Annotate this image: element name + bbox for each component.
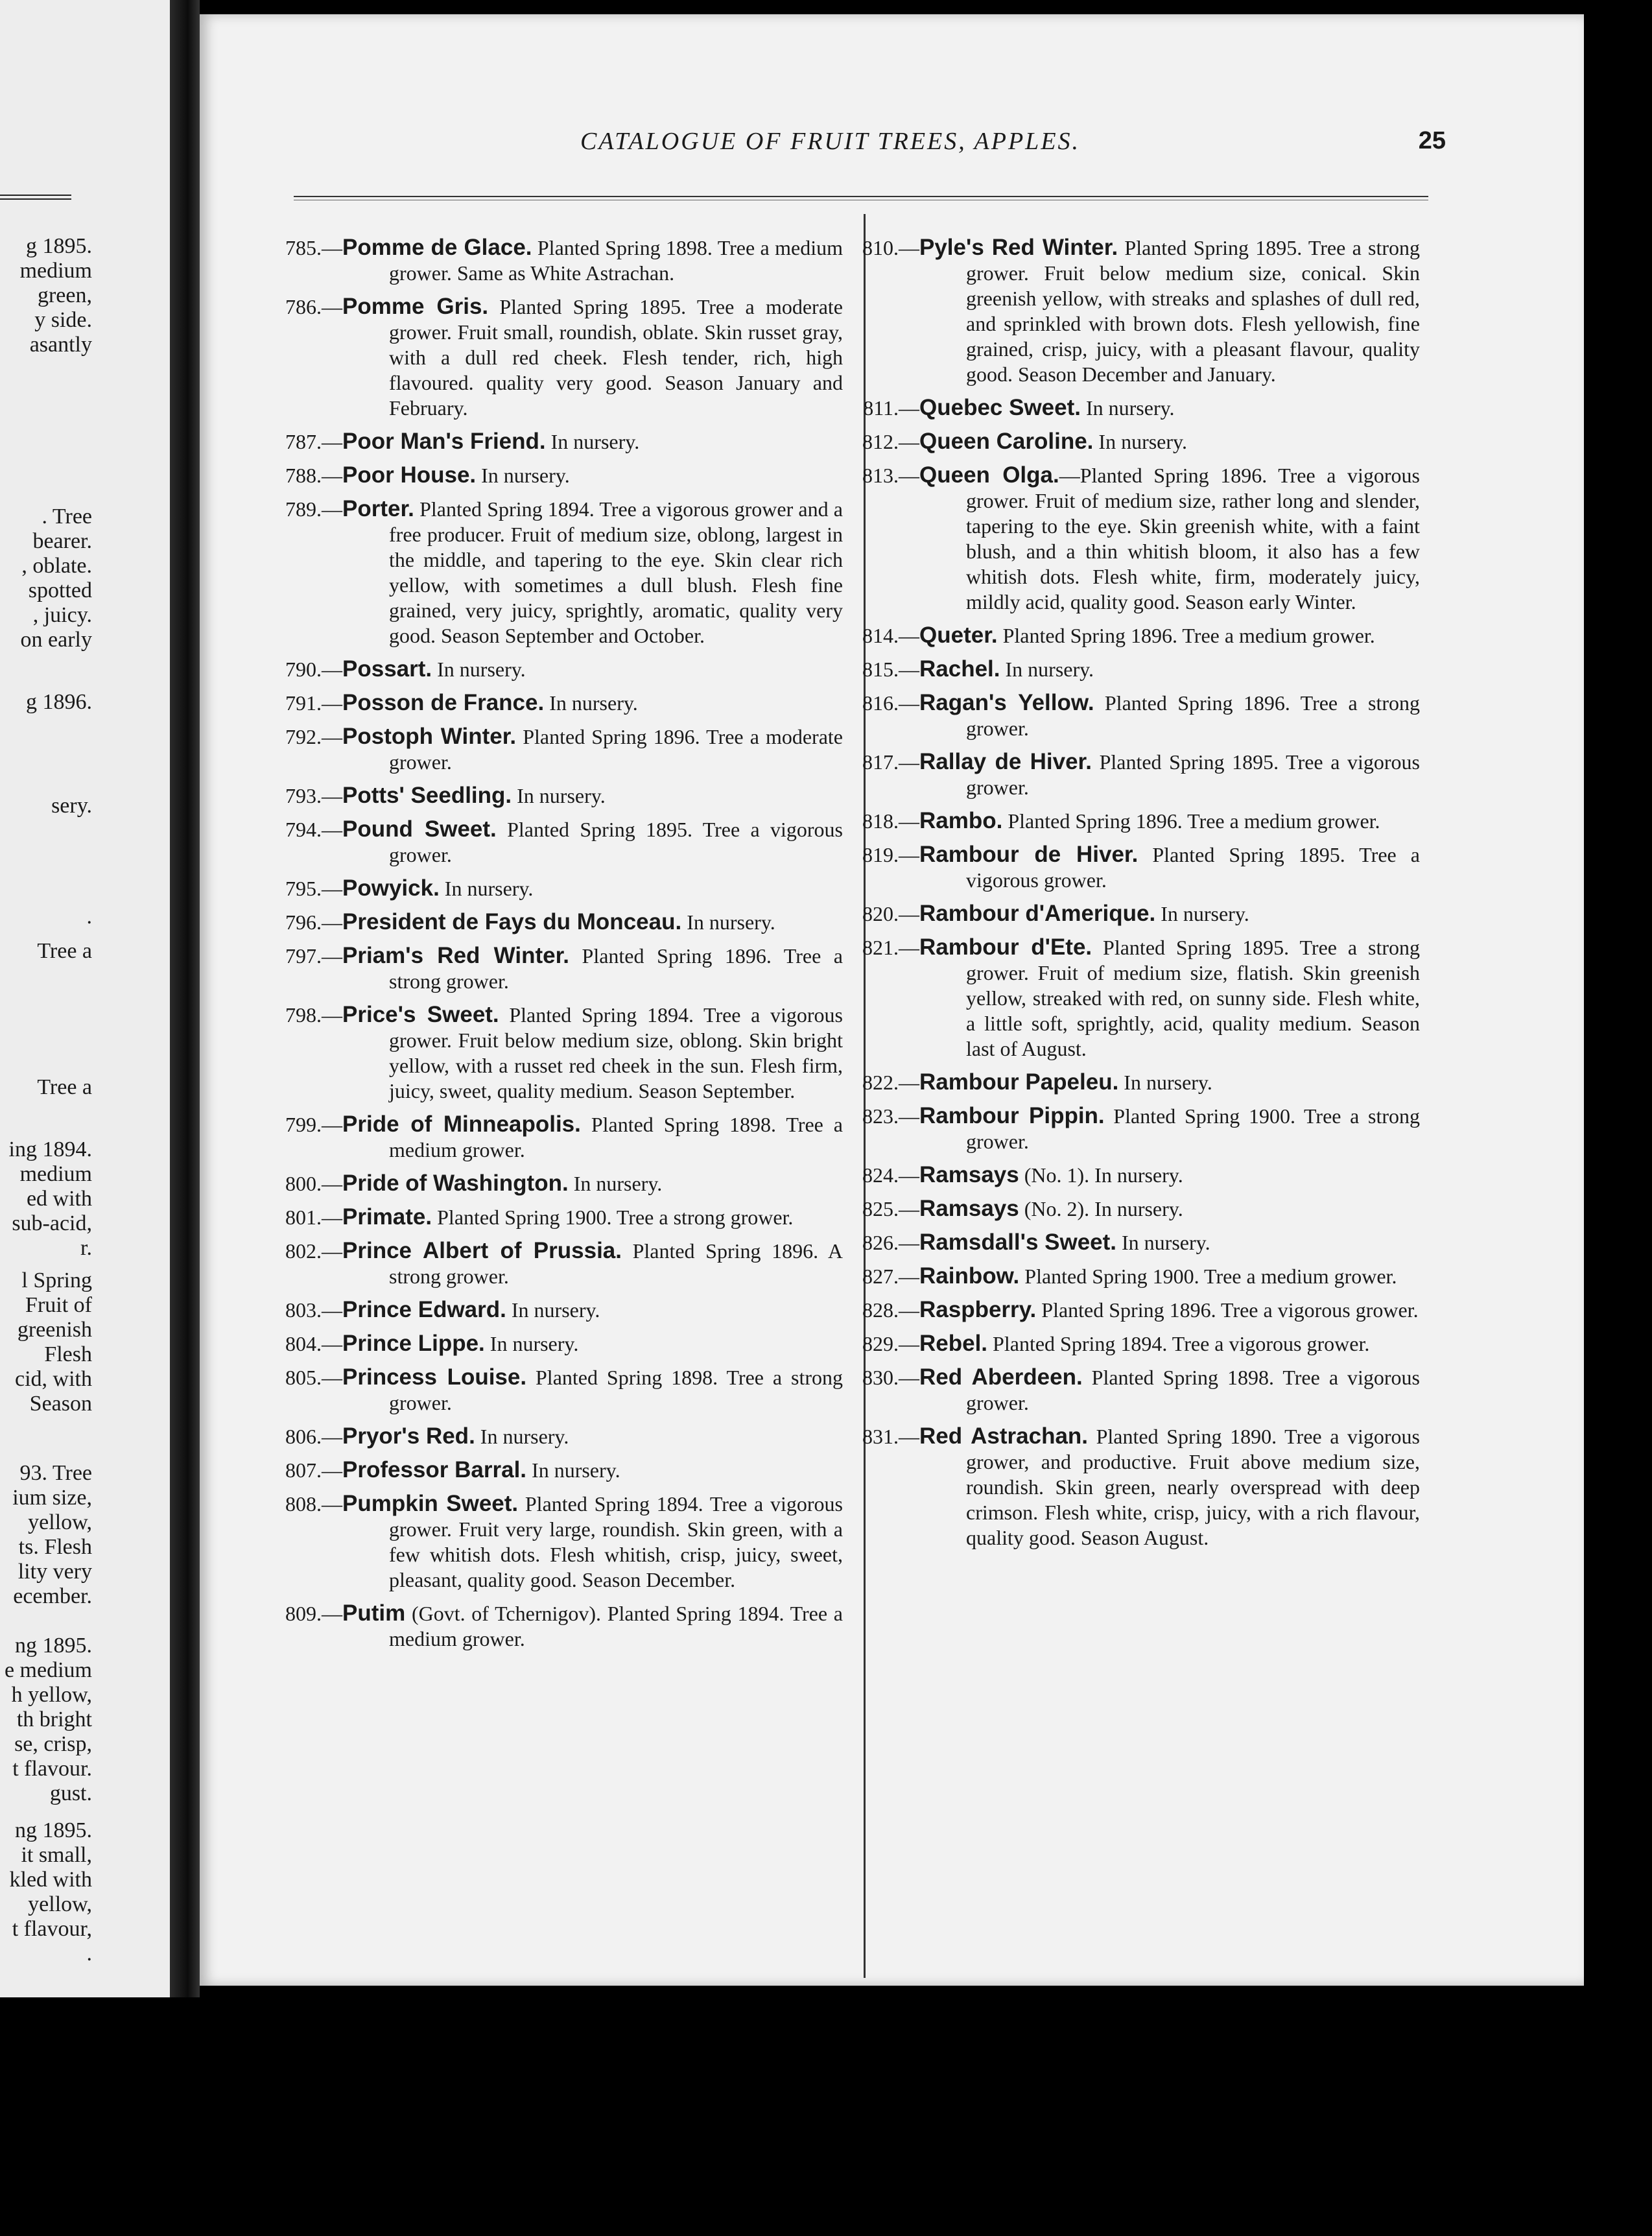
catalogue-entry <box>862 901 1420 927</box>
catalogue-entry <box>285 496 843 648</box>
facing-page-line: th bright <box>16 1707 92 1731</box>
entry-number: 802.— <box>285 1239 342 1263</box>
catalogue-entry <box>285 294 844 421</box>
variety-name: Rambo. <box>919 808 1003 833</box>
entry-number: 806.— <box>285 1425 342 1448</box>
entry-number: 811.— <box>863 396 919 420</box>
entry-number: 792.— <box>285 725 342 748</box>
entry-number: 807.— <box>285 1458 342 1482</box>
catalogue-entry <box>285 1297 843 1323</box>
entry-description: Planted Spring 1896. Tree a strong grower. <box>389 944 843 993</box>
variety-name: Pomme Gris. <box>342 294 489 319</box>
catalogue-entry <box>863 395 1420 421</box>
entry-number: 816.— <box>862 691 919 715</box>
facing-page-line: g 1895. <box>26 234 92 258</box>
catalogue-entry <box>285 875 843 901</box>
entry-number: 803.— <box>285 1298 342 1322</box>
variety-name: Rambour de Hiver. <box>919 842 1139 867</box>
variety-name: Ramsays <box>919 1196 1019 1221</box>
entry-description: Planted Spring 1895. Tree a vigorous grower. <box>966 843 1420 892</box>
facing-page-line: greenish <box>17 1318 92 1342</box>
entry-number: 820.— <box>862 902 919 925</box>
entry-description: Planted Spring 1894. Tree a vigorous grower. Fruit very large, roundish. Skin green, with a few whitish dots. Flesh whitish, crisp, juicy, sweet, pleasant, quality good. Season December. <box>389 1492 843 1591</box>
entry-description: In nursery. <box>506 1298 600 1322</box>
variety-name: Princess Louise. <box>342 1364 527 1390</box>
facing-page-line: spotted <box>28 578 92 602</box>
variety-name: Ramsdall's Sweet. <box>919 1230 1117 1255</box>
facing-page-line: yellow, <box>28 1892 92 1916</box>
entry-description: Planted Spring 1890. Tree a vigorous grower, and productive. Fruit above medium size, roundish. Skin green, nearly overspread with deep crimson. Flesh white, crisp, juicy, with a rich flavour, quality good. Season August. <box>966 1425 1420 1549</box>
facing-page-line: ts. Flesh <box>18 1535 92 1559</box>
variety-name: Powyick. <box>342 875 440 901</box>
catalogue-entry <box>285 462 843 488</box>
variety-name: Prince Lippe. <box>342 1331 485 1356</box>
entry-description: Planted Spring 1896. Tree a medium grower. <box>997 624 1375 647</box>
catalogue-entry <box>285 909 843 935</box>
entry-description: Planted Spring 1900. Tree a medium grower. <box>1019 1265 1397 1288</box>
facing-page-line: Tree a <box>37 1075 92 1099</box>
variety-name: Raspberry. <box>919 1297 1037 1322</box>
entry-description: In nursery. <box>475 1425 569 1448</box>
catalogue-entry <box>862 623 1420 648</box>
variety-name: Prince Edward. <box>342 1297 506 1322</box>
facing-page-line: ium size, <box>12 1486 92 1510</box>
facing-page-line: 93. Tree <box>19 1461 92 1485</box>
page-number: 25 <box>1418 127 1446 154</box>
catalogue-entry <box>862 462 1421 615</box>
catalogue-entry <box>862 1297 1420 1323</box>
facing-page-line: asantly <box>29 333 92 357</box>
catalogue-entry <box>285 1331 843 1357</box>
variety-name: Poor Man's Friend. <box>342 429 546 454</box>
entry-number: 796.— <box>285 910 342 934</box>
catalogue-entry <box>862 690 1421 741</box>
catalogue-entry <box>285 1600 843 1652</box>
entry-description: Planted Spring 1894. Tree a vigorous grower and a free producer. Fruit of medium size, oblong, largest in the middle, and tapering to the eye. Skin clear rich yellow, with sometimes a dull blush. Flesh fine grained, very juicy, sprightly, aromatic, quality very good. Season September and October. <box>389 497 843 647</box>
entry-description: (No. 2). In nursery. <box>1019 1197 1183 1220</box>
variety-name: Primate. <box>342 1204 432 1230</box>
catalogue-entry <box>862 429 1420 455</box>
facing-page-line: e medium <box>4 1658 92 1682</box>
entry-description: Planted Spring 1894. Tree a vigorous grower. <box>987 1332 1370 1355</box>
variety-name: Rachel. <box>919 656 1000 682</box>
running-title: CATALOGUE OF FRUIT TREES, APPLES. <box>580 128 1081 155</box>
variety-name: Red Astrachan. <box>919 1423 1089 1449</box>
variety-name: Rambour d'Amerique. <box>919 901 1156 926</box>
catalogue-entry <box>285 690 843 716</box>
entry-description: Planted Spring 1896. Tree a medium grower. <box>1002 809 1380 833</box>
catalogue-entry <box>285 1238 844 1289</box>
entry-number: 825.— <box>862 1197 919 1220</box>
facing-page-line: ing 1894. <box>8 1137 92 1161</box>
facing-page-fragment <box>0 0 170 1997</box>
entry-number: 800.— <box>285 1172 342 1195</box>
entry-description: In nursery. <box>568 1172 663 1195</box>
entry-number: 808.— <box>285 1492 342 1516</box>
entry-description: In nursery. <box>681 910 775 934</box>
facing-page-line: cid, with <box>15 1367 92 1391</box>
facing-page-line: t flavour, <box>12 1917 92 1941</box>
catalogue-entry <box>285 943 843 994</box>
entry-description: Planted Spring 1894. Tree a vigorous grower. Fruit below medium size, oblong. Skin bright yellow, with a russet red cheek in the sun. Flesh firm, juicy, sweet, quality medium. Season September. <box>389 1003 844 1102</box>
catalogue-entry <box>862 235 1420 387</box>
entry-description: In nursery. <box>544 691 638 715</box>
entry-description: In nursery. <box>1093 430 1187 453</box>
catalogue-entry <box>862 934 1420 1062</box>
catalogue-entry <box>285 1002 844 1104</box>
variety-name: Pumpkin Sweet. <box>342 1491 519 1516</box>
entry-description: In nursery. <box>1000 658 1094 681</box>
left-column <box>285 235 844 1659</box>
entry-description: Planted Spring 1895. Tree a vigorous grower. <box>966 750 1421 799</box>
facing-page-line: ed with <box>26 1187 92 1211</box>
entry-number: 785.— <box>285 236 342 259</box>
entry-number: 819.— <box>862 843 919 866</box>
facing-page-line: Tree a <box>37 939 92 963</box>
facing-page-rule <box>0 195 71 196</box>
entry-description: (No. 1). In nursery. <box>1019 1163 1183 1187</box>
variety-name: Rainbow. <box>919 1263 1020 1289</box>
facing-page-line: . <box>86 1942 92 1966</box>
entry-number: 818.— <box>862 809 919 833</box>
catalogue-entry <box>285 1423 843 1449</box>
catalogue-entry <box>285 1364 844 1416</box>
catalogue-entry <box>285 1491 843 1593</box>
variety-name: Rallay de Hiver. <box>919 749 1092 774</box>
entry-description: Planted Spring 1898. Tree a vigorous grower. <box>966 1366 1421 1414</box>
catalogue-entry <box>862 656 1420 682</box>
catalogue-entry <box>862 1069 1420 1095</box>
entry-number: 814.— <box>862 624 919 647</box>
entry-number: 815.— <box>862 658 919 681</box>
entry-description: Planted Spring 1895. Tree a strong grower. Fruit below medium size, conical. Skin greenish yellow, with streaks and splashes of dull red, and sprinkled with brown dots. Flesh yellowish, fine grained, crisp, juicy, with a pleasant flavour, quality good. Season December and January. <box>966 236 1420 386</box>
catalogue-entry <box>862 1423 1420 1551</box>
entry-number: 801.— <box>285 1206 342 1229</box>
variety-name: Quebec Sweet. <box>919 395 1081 420</box>
facing-page-line: , oblate. <box>21 554 92 578</box>
entry-description: Planted Spring 1900. Tree a strong grower. <box>432 1206 794 1229</box>
variety-name: Pound Sweet. <box>342 816 497 842</box>
variety-name: Postoph Winter. <box>342 724 517 749</box>
variety-name: Pride of Minneapolis. <box>342 1112 581 1137</box>
entry-number: 809.— <box>285 1602 342 1625</box>
entry-description: Planted Spring 1896. Tree a moderate grower. <box>389 725 843 774</box>
entry-description: In nursery. <box>484 1332 579 1355</box>
facing-page-line: Season <box>29 1392 92 1416</box>
catalogue-entry <box>862 1364 1421 1416</box>
facing-page-line: r. <box>80 1236 92 1260</box>
entry-number: 804.— <box>285 1332 342 1355</box>
variety-name: Queen Caroline. <box>919 429 1094 454</box>
catalogue-entry <box>285 1457 843 1483</box>
facing-page-line: bearer. <box>32 529 92 553</box>
entry-number: 795.— <box>285 877 342 900</box>
entry-number: 827.— <box>862 1265 919 1288</box>
variety-name: Rebel. <box>919 1331 988 1356</box>
entry-description: (Govt. of Tchernigov). Planted Spring 1894. Tree a medium grower. <box>389 1602 843 1650</box>
entry-number: 805.— <box>285 1366 342 1389</box>
entry-number: 797.— <box>285 944 342 968</box>
catalogue-entry <box>862 1103 1421 1154</box>
entry-description: Planted Spring 1896. Tree a strong grower. <box>966 691 1421 740</box>
catalogue-entry <box>862 1331 1420 1357</box>
facing-page-line: lity very <box>18 1560 92 1584</box>
facing-page-line: Flesh <box>44 1342 92 1366</box>
facing-page-line: sery. <box>51 794 92 818</box>
entry-number: 793.— <box>285 784 342 807</box>
entry-number: 794.— <box>285 818 342 841</box>
entry-description: Planted Spring 1895. Tree a moderate grower. Fruit small, roundish, oblate. Skin russet gray, with a dull red cheek. Flesh tender, rich, high flavoured. quality very good. Season January and February. <box>389 295 844 420</box>
entry-description: Planted Spring 1898. Tree a medium grower. Same as White Astrachan. <box>389 236 843 285</box>
entry-number: 790.— <box>285 658 342 681</box>
entry-number: 821.— <box>862 936 919 959</box>
header-rule <box>294 196 1428 197</box>
facing-page-line: g 1896. <box>26 690 92 714</box>
catalogue-entry <box>285 1171 843 1196</box>
page-header <box>370 127 1446 160</box>
catalogue-entry <box>862 1196 1420 1222</box>
facing-page-line: y side. <box>34 308 92 332</box>
catalogue-entry <box>862 808 1420 834</box>
variety-name: Rambour Papeleu. <box>919 1069 1119 1095</box>
catalogue-entry <box>862 1162 1420 1188</box>
entry-description: In nursery. <box>1155 902 1249 925</box>
entry-description: Planted Spring 1900. Tree a strong grower. <box>966 1104 1421 1153</box>
catalogue-entry <box>285 783 843 809</box>
entry-number: 786.— <box>285 295 342 318</box>
facing-page-line: . Tree <box>41 505 92 529</box>
entry-number: 798.— <box>285 1003 342 1027</box>
entry-description: Planted Spring 1898. Tree a medium grower. <box>389 1113 844 1161</box>
variety-name: Queen Olga. <box>919 462 1059 488</box>
entry-number: 824.— <box>862 1163 919 1187</box>
entry-description: In nursery. <box>476 464 570 487</box>
entry-number: 799.— <box>285 1113 342 1136</box>
entry-description: Planted Spring 1896. Tree a vigorous grower. <box>1036 1298 1419 1322</box>
entry-number: 822.— <box>862 1071 919 1094</box>
facing-page-line: . <box>86 905 92 929</box>
variety-name: Ragan's Yellow. <box>919 690 1094 715</box>
book-gutter <box>170 0 200 1997</box>
variety-name: Professor Barral. <box>342 1457 527 1482</box>
variety-name: Posson de France. <box>342 690 545 715</box>
facing-page-line: green, <box>37 283 92 307</box>
entry-description: In nursery. <box>545 430 640 453</box>
facing-page-line: Fruit of <box>25 1293 92 1317</box>
variety-name: Pryor's Red. <box>342 1423 475 1449</box>
entry-number: 817.— <box>862 750 919 774</box>
variety-name: Potts' Seedling. <box>342 783 512 808</box>
right-column <box>862 235 1421 1558</box>
catalogue-entry <box>285 816 843 868</box>
entry-number: 823.— <box>862 1104 919 1128</box>
variety-name: Ramsays <box>919 1162 1019 1187</box>
catalogue-entry <box>285 656 843 682</box>
catalogue-entry <box>285 1204 843 1230</box>
facing-page-line: ecember. <box>13 1584 92 1608</box>
entry-description: In nursery. <box>1116 1231 1210 1254</box>
entry-number: 788.— <box>285 464 342 487</box>
variety-name: Putim <box>342 1600 406 1626</box>
entry-description: —Planted Spring 1896. Tree a vigorous grower. Fruit of medium size, rather long and slender, tapering to the eye. Skin greenish white, with a faint blush, and a thin whitish bloom, it also has a few whitish dots. Flesh white, firm, moderately juicy, mildly acid, quality good. Season early Winter. <box>966 464 1421 613</box>
catalogue-entry <box>285 235 843 286</box>
facing-page-line: sub-acid, <box>12 1211 92 1235</box>
facing-page-line: t flavour. <box>12 1757 92 1781</box>
variety-name: Porter. <box>342 496 414 521</box>
entry-description: In nursery. <box>526 1458 620 1482</box>
entry-description: In nursery. <box>1080 396 1175 420</box>
variety-name: Prince Albert of Prussia. <box>342 1238 622 1263</box>
facing-page-line: it small, <box>21 1843 92 1867</box>
variety-name: Rambour d'Ete. <box>919 934 1092 960</box>
entry-description: In nursery. <box>439 877 534 900</box>
catalogue-entry <box>862 749 1421 800</box>
catalogue-entry <box>862 1263 1420 1289</box>
catalogue-entry <box>285 429 843 455</box>
variety-name: Pomme de Glace. <box>342 235 532 260</box>
entry-number: 787.— <box>285 430 342 453</box>
entry-description: In nursery. <box>512 784 606 807</box>
entry-description: In nursery. <box>432 658 526 681</box>
facing-page-line: , juicy. <box>32 603 92 627</box>
variety-name: Possart. <box>342 656 432 682</box>
catalogue-entry <box>285 724 843 775</box>
variety-name: Queter. <box>919 623 998 648</box>
facing-page-line: on early <box>20 628 92 652</box>
facing-page-rule <box>0 198 71 200</box>
entry-number: 830.— <box>862 1366 919 1389</box>
variety-name: President de Fays du Monceau. <box>342 909 682 934</box>
facing-page-line: kled with <box>9 1868 92 1892</box>
entry-description: Planted Spring 1895. Tree a strong grower. Fruit of medium size, flatish. Skin greenish yellow, streaked with red, on sunny side. Flesh white, a little soft, sprightly, acid, quality medium. Season last of August. <box>966 936 1420 1060</box>
variety-name: Pride of Washington. <box>342 1171 569 1196</box>
entry-number: 813.— <box>862 464 919 487</box>
entry-description: Planted Spring 1898. Tree a strong grower. <box>389 1366 844 1414</box>
facing-page-line: ng 1895. <box>15 1634 92 1658</box>
facing-page-line: medium <box>19 1162 92 1186</box>
entry-number: 828.— <box>862 1298 919 1322</box>
entry-number: 831.— <box>862 1425 919 1448</box>
variety-name: Rambour Pippin. <box>919 1103 1105 1128</box>
entry-number: 829.— <box>862 1332 919 1355</box>
variety-name: Red Aberdeen. <box>919 1364 1083 1390</box>
entry-number: 826.— <box>862 1231 919 1254</box>
facing-page-line: medium <box>19 259 92 283</box>
catalogue-entry <box>862 842 1420 893</box>
variety-name: Priam's Red Winter. <box>342 943 570 968</box>
entry-number: 791.— <box>285 691 342 715</box>
catalogue-entry <box>285 1112 844 1163</box>
facing-page-line: h yellow, <box>11 1683 92 1707</box>
entry-number: 810.— <box>862 236 919 259</box>
facing-page-line: se, crisp, <box>14 1732 92 1756</box>
facing-page-line: l Spring <box>21 1268 92 1292</box>
facing-page-line: ng 1895. <box>15 1818 92 1842</box>
variety-name: Pyle's Red Winter. <box>919 235 1118 260</box>
entry-description: Planted Spring 1896. A strong grower. <box>389 1239 844 1288</box>
catalogue-entry <box>862 1230 1420 1255</box>
facing-page-line: gust. <box>49 1781 92 1805</box>
entry-number: 789.— <box>285 497 342 521</box>
entry-description: In nursery. <box>1118 1071 1212 1094</box>
variety-name: Price's Sweet. <box>342 1002 499 1027</box>
entry-number: 812.— <box>862 430 919 453</box>
variety-name: Poor House. <box>342 462 477 488</box>
facing-page-line: yellow, <box>28 1510 92 1534</box>
entry-description: Planted Spring 1895. Tree a vigorous grower. <box>389 818 843 866</box>
